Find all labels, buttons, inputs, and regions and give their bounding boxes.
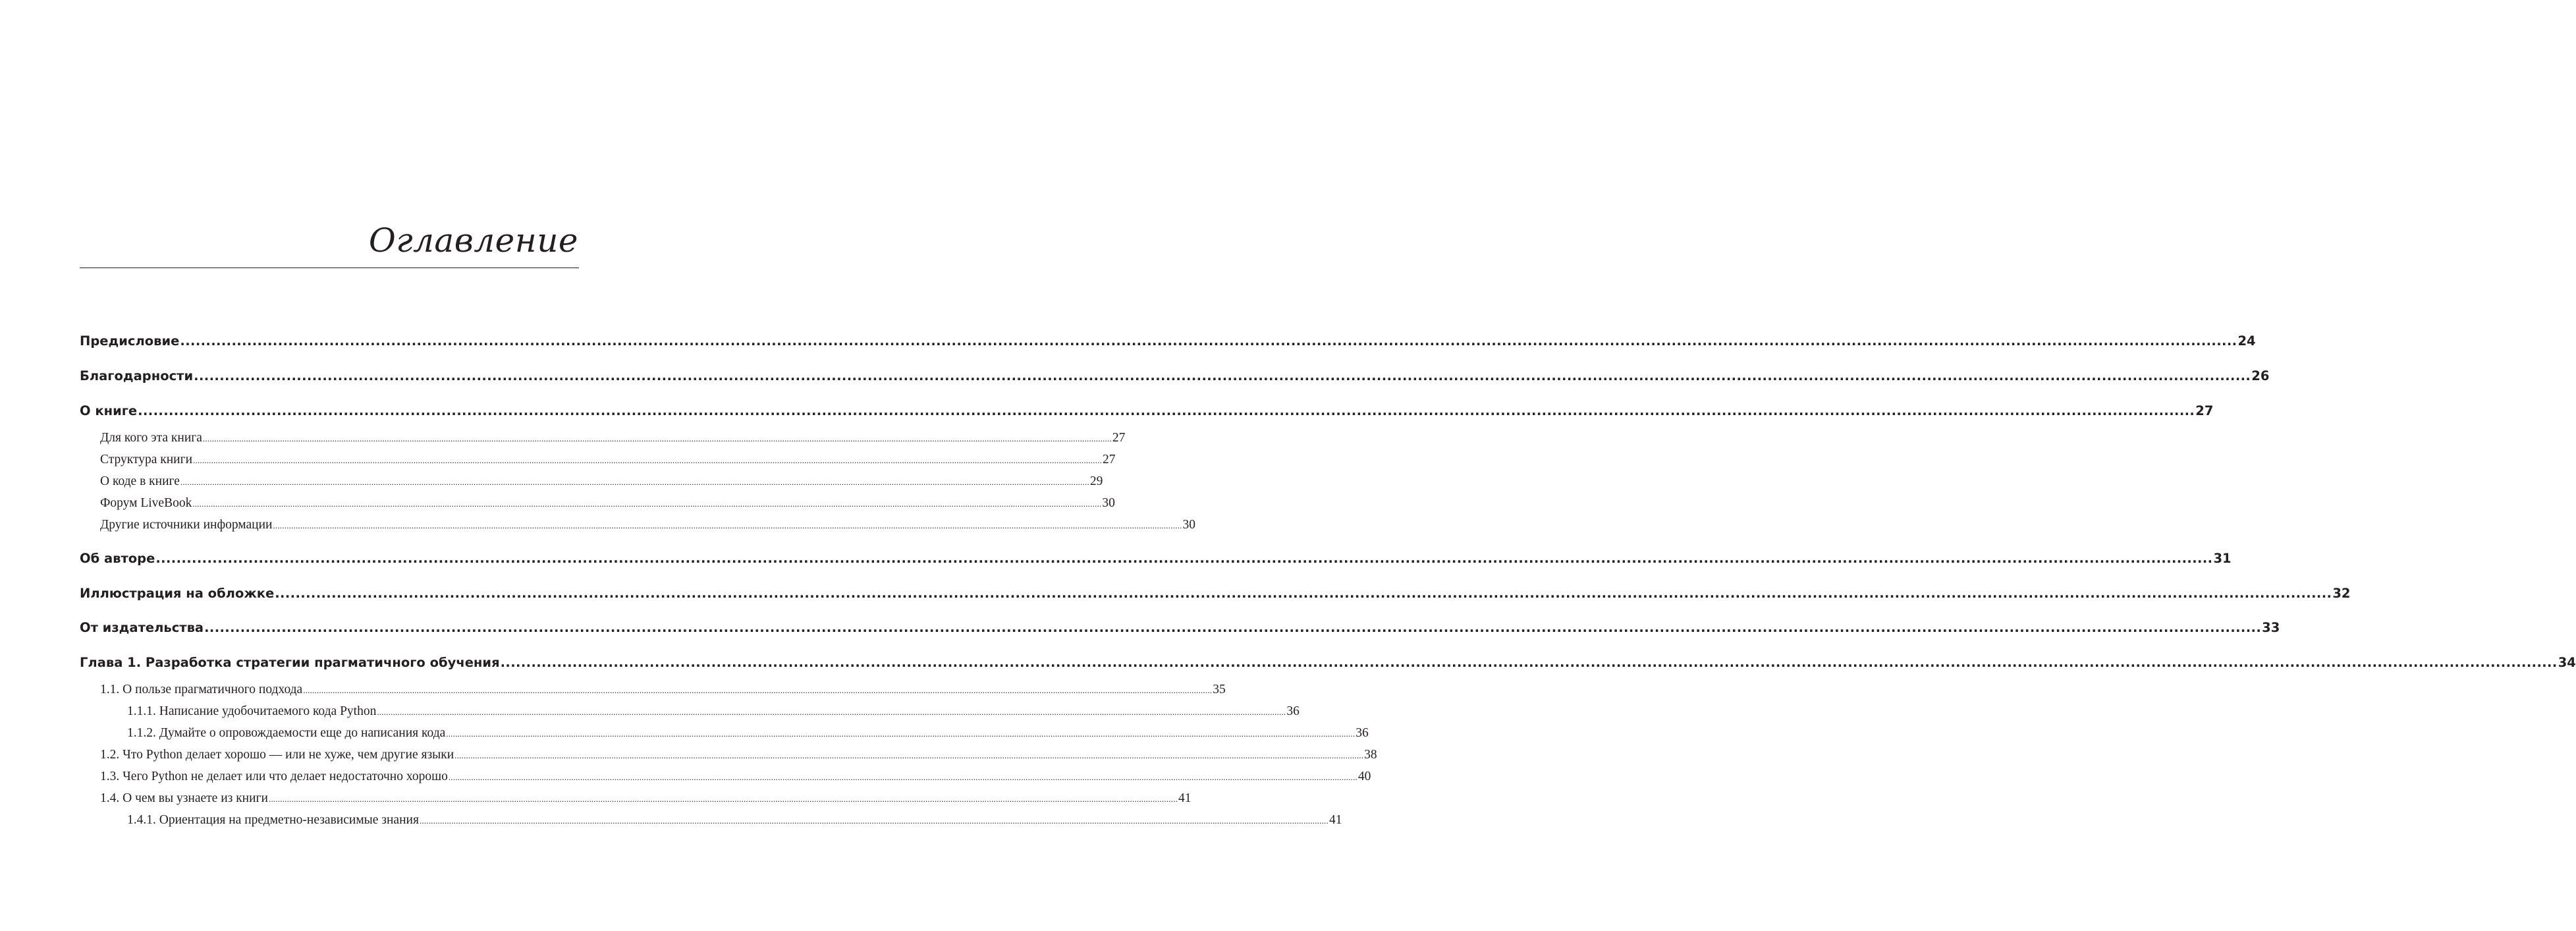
toc-entry-label: Форум LiveBook [100, 496, 192, 510]
toc-entry-label: Об авторе [80, 551, 155, 566]
toc-entry-page: 27 [2195, 403, 2214, 418]
toc-entry-cover-illustration[interactable] [80, 586, 2351, 601]
page-title: Оглавление [368, 221, 578, 260]
toc-entry-page: 36 [1356, 726, 1369, 740]
toc-entry-page: 30 [1182, 518, 1195, 532]
toc-entry-section-1-2[interactable] [100, 748, 1377, 762]
toc-entry-label: Глава 1. Разработка стратегии прагматичного обучения [80, 655, 500, 670]
dot-leader: ................................................................................................................................................................................................................................................................................................................................................................................................................ [180, 477, 1089, 487]
dot-leader: ................................................................................................................................................................................................................................................................................................................................................................................................................ [269, 794, 1178, 804]
dot-leader: ................................................................................................................................................................................................................................................................................................................................................................................................................ [446, 729, 1356, 739]
toc-entry-page: 41 [1178, 791, 1192, 805]
toc-entry-page: 36 [1286, 704, 1300, 718]
toc-entry-page: 27 [1112, 431, 1126, 445]
dot-leader: ................................................................................................................................................................................................................................................................................................................................................................................................................ [204, 620, 2262, 635]
toc-entry-about-book[interactable] [80, 403, 2214, 418]
toc-entry-label: От издательства [80, 620, 204, 635]
dot-leader: ................................................................................................................................................................................................................................................................................................................................................................................................................ [192, 499, 1102, 509]
toc-entry-label: Другие источники информации [100, 518, 273, 532]
toc-entry-section-1-4[interactable] [100, 791, 1192, 806]
toc-entry-page: 26 [2251, 368, 2270, 383]
toc-entry-label: 1.4.1. Ориентация на предметно-независимые знания [127, 813, 419, 827]
dot-leader: ................................................................................................................................................................................................................................................................................................................................................................................................................ [138, 403, 2195, 418]
toc-entry-page: 38 [1364, 748, 1377, 762]
toc-entry-other-sources[interactable] [100, 518, 1195, 532]
dot-leader: ................................................................................................................................................................................................................................................................................................................................................................................................................ [377, 707, 1286, 717]
toc-entry-label: 1.3. Чего Python не делает или что делает недостаточно хорошо [100, 770, 448, 783]
dot-leader: ................................................................................................................................................................................................................................................................................................................................................................................................................ [454, 750, 1364, 760]
toc-entry-page: 29 [1089, 474, 1103, 488]
dot-leader: ................................................................................................................................................................................................................................................................................................................................................................................................................ [202, 434, 1112, 443]
toc-entry-label: Предисловие [80, 333, 180, 349]
toc-entry-label: 1.1. О пользе прагматичного подхода [100, 683, 303, 696]
dot-leader: ................................................................................................................................................................................................................................................................................................................................................................................................................ [448, 772, 1357, 782]
toc-entry-page: 34 [2558, 655, 2576, 670]
toc-entry-page: 30 [1102, 496, 1115, 510]
toc-entry-label: Для кого эта книга [100, 431, 202, 445]
toc-entry-page: 27 [1103, 453, 1116, 466]
dot-leader: ................................................................................................................................................................................................................................................................................................................................................................................................................ [303, 685, 1213, 695]
toc-entry-page: 31 [2213, 551, 2232, 566]
dot-leader: ................................................................................................................................................................................................................................................................................................................................................................................................................ [194, 368, 2251, 383]
toc-entry-label: Структура книги [100, 453, 193, 466]
toc-entry-label: 1.2. Что Python делает хорошо — или не хуже, чем другие языки [100, 748, 454, 762]
toc-entry-label: 1.1.1. Написание удобочитаемого кода Python [127, 704, 377, 718]
toc-entry-preface[interactable] [80, 333, 2256, 349]
toc-entry-section-1-1-2[interactable] [127, 726, 1369, 741]
toc-entry-page: 24 [2237, 333, 2256, 349]
toc-entry-from-publisher[interactable] [80, 620, 2280, 635]
toc-entry-audience[interactable] [100, 431, 1126, 445]
toc-entry-page: 32 [2332, 586, 2351, 601]
toc-entry-section-1-4-1[interactable] [127, 813, 1342, 828]
toc-entry-page: 41 [1329, 813, 1342, 827]
toc-entry-label: О книге [80, 403, 138, 418]
dot-leader: ................................................................................................................................................................................................................................................................................................................................................................................................................ [500, 655, 2558, 670]
dot-leader: ................................................................................................................................................................................................................................................................................................................................................................................................................ [273, 521, 1182, 530]
dot-leader: ................................................................................................................................................................................................................................................................................................................................................................................................................ [275, 586, 2332, 601]
toc-entry-label: 1.4. О чем вы узнаете из книги [100, 791, 268, 805]
toc-entry-livebook-forum[interactable] [100, 496, 1115, 511]
dot-leader: ................................................................................................................................................................................................................................................................................................................................................................................................................ [155, 551, 2213, 566]
toc-entry-about-code[interactable] [100, 474, 1103, 489]
dot-leader: ................................................................................................................................................................................................................................................................................................................................................................................................................ [180, 333, 2237, 349]
toc-entry-about-author[interactable] [80, 551, 2232, 566]
dot-leader: ................................................................................................................................................................................................................................................................................................................................................................................................................ [419, 816, 1329, 826]
toc-entry-label: Иллюстрация на обложке [80, 586, 275, 601]
toc-entry-label: Благодарности [80, 368, 194, 383]
dot-leader: ................................................................................................................................................................................................................................................................................................................................................................................................................ [193, 455, 1103, 465]
toc-entry-section-1-1-1[interactable] [127, 704, 1300, 719]
toc-entry-page: 35 [1213, 683, 1226, 696]
toc-entry-section-1-3[interactable] [100, 770, 1371, 784]
toc-entry-page: 33 [2262, 620, 2280, 635]
toc-entry-label: О коде в книге [100, 474, 180, 488]
toc-entry-section-1-1[interactable] [100, 683, 1226, 697]
toc-entry-page: 40 [1357, 770, 1371, 783]
toc-entry-label: 1.1.2. Думайте о опровождаемости еще до написания кода [127, 726, 446, 740]
toc-entry-acknowledgments[interactable] [80, 368, 2270, 383]
toc-entry-book-structure[interactable] [100, 453, 1116, 467]
toc-entry-chapter-1[interactable] [80, 655, 2576, 670]
